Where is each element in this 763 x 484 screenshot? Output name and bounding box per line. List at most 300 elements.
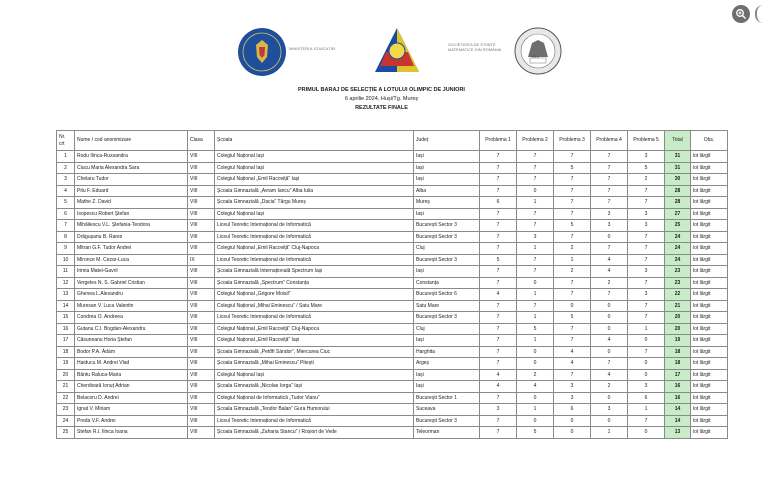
cell-county: Alba bbox=[414, 185, 480, 197]
cell-p2: 0 bbox=[517, 277, 554, 289]
cell-county: București Sector 3 bbox=[414, 220, 480, 232]
cell-p1: 4 bbox=[480, 289, 517, 301]
cell-name: Ghenea L.Alexandru bbox=[75, 289, 188, 301]
cell-class: VIII bbox=[188, 323, 215, 335]
cell-p5: 3 bbox=[628, 220, 665, 232]
table-row bbox=[57, 243, 728, 255]
cell-name: Mihăilescu V.L. Ștefania-Teodora bbox=[75, 220, 188, 232]
cell-p5: 3 bbox=[628, 208, 665, 220]
cell-county: București Sector 6 bbox=[414, 289, 480, 301]
cell-p2: 1 bbox=[517, 243, 554, 255]
document-title bbox=[0, 86, 763, 113]
cell-nr: 22 bbox=[57, 392, 75, 404]
cell-p4: 3 bbox=[591, 220, 628, 232]
cell-nr: 10 bbox=[57, 254, 75, 266]
cell-p4: 0 bbox=[591, 231, 628, 243]
cell-school: Școala Gimnazială „Dacia” Târgu Mureș bbox=[215, 197, 414, 209]
cell-name: Isopescu Robert Ștefan bbox=[75, 208, 188, 220]
cell-total: 22 bbox=[665, 289, 691, 301]
table-row bbox=[57, 415, 728, 427]
cell-school: Colegiul Național de Informatică „Tudor Vianu” bbox=[215, 392, 414, 404]
table-row bbox=[57, 335, 728, 347]
results-table bbox=[56, 130, 728, 439]
cell-school: Colegiul Național „Emil Racoviță” Cluj-Napoca bbox=[215, 243, 414, 255]
cell-county: Cluj bbox=[414, 243, 480, 255]
cell-school: Colegiul Național „Emil Racoviță” Iași bbox=[215, 335, 414, 347]
cell-p1: 7 bbox=[480, 323, 517, 335]
header-logos bbox=[0, 24, 763, 79]
cell-class: VIII bbox=[188, 415, 215, 427]
cell-county: Cluj bbox=[414, 323, 480, 335]
cell-p4: 1 bbox=[591, 427, 628, 439]
cell-p2: 1 bbox=[517, 289, 554, 301]
cell-p4: 0 bbox=[591, 415, 628, 427]
cell-name: Bântu Raluca-Maria bbox=[75, 369, 188, 381]
cell-name: Căsuneanu Horia Ștefan bbox=[75, 335, 188, 347]
zoom-in-icon bbox=[735, 8, 747, 20]
title-date-place: 6 aprilie 2024, Huși/Tg. Mureș bbox=[344, 96, 419, 102]
cell-p5: 2 bbox=[628, 174, 665, 186]
col-header-total: Total bbox=[665, 131, 691, 151]
cell-total: 27 bbox=[665, 208, 691, 220]
cell-school: Școala Gimnazială „Zaharia Stancu” / Roșiori de Vede bbox=[215, 427, 414, 439]
cell-p2: 1 bbox=[517, 404, 554, 416]
cell-p5: 7 bbox=[628, 346, 665, 358]
cell-class: VIII bbox=[188, 208, 215, 220]
cell-obs: lot lărgit bbox=[691, 220, 728, 232]
cell-p3: 5 bbox=[554, 312, 591, 324]
cell-p5: 3 bbox=[628, 289, 665, 301]
cell-nr: 20 bbox=[57, 369, 75, 381]
cell-p1: 7 bbox=[480, 220, 517, 232]
cell-p1: 6 bbox=[480, 197, 517, 209]
cell-total: 14 bbox=[665, 415, 691, 427]
cell-p4: 0 bbox=[591, 300, 628, 312]
cell-name: Ignat V. Miriam bbox=[75, 404, 188, 416]
cell-p4: 4 bbox=[591, 254, 628, 266]
col-header-p1: Problema 1 bbox=[480, 131, 517, 151]
cell-obs: lot lărgit bbox=[691, 208, 728, 220]
cell-p5: 1 bbox=[628, 323, 665, 335]
cell-p1: 7 bbox=[480, 208, 517, 220]
cell-p2: 1 bbox=[517, 197, 554, 209]
cell-p3: 7 bbox=[554, 231, 591, 243]
cell-class: VIII bbox=[188, 185, 215, 197]
cell-class: IX bbox=[188, 254, 215, 266]
cell-class: VIII bbox=[188, 197, 215, 209]
table-row bbox=[57, 254, 728, 266]
cell-school: Liceul Teoretic Internațional de Informatică bbox=[215, 220, 414, 232]
cell-name: Mitran G.F. Tudor Andrei bbox=[75, 243, 188, 255]
cell-p5: 7 bbox=[628, 197, 665, 209]
cell-name: Mathe Z. David bbox=[75, 197, 188, 209]
cell-p2: 4 bbox=[517, 381, 554, 393]
cell-obs: lot lărgit bbox=[691, 300, 728, 312]
cell-p3: 7 bbox=[554, 174, 591, 186]
next-control-edge[interactable] bbox=[755, 5, 763, 23]
cell-p1: 7 bbox=[480, 346, 517, 358]
cell-name: Condrea O. Andreea bbox=[75, 312, 188, 324]
cell-p2: 2 bbox=[517, 369, 554, 381]
col-header-p2: Problema 2 bbox=[517, 131, 554, 151]
cell-county: Iași bbox=[414, 151, 480, 163]
table-row bbox=[57, 185, 728, 197]
cell-p3: 0 bbox=[554, 415, 591, 427]
cell-obs: lot lărgit bbox=[691, 404, 728, 416]
cell-p3: 5 bbox=[554, 162, 591, 174]
table-row bbox=[57, 174, 728, 186]
cell-total: 16 bbox=[665, 381, 691, 393]
cell-p4: 7 bbox=[591, 162, 628, 174]
cell-county: Iași bbox=[414, 335, 480, 347]
cell-p4: 7 bbox=[591, 289, 628, 301]
cell-p1: 7 bbox=[480, 277, 517, 289]
cell-obs: lot lărgit bbox=[691, 289, 728, 301]
cell-p4: 7 bbox=[591, 185, 628, 197]
cell-p1: 7 bbox=[480, 300, 517, 312]
cell-obs: lot lărgit bbox=[691, 197, 728, 209]
cell-school: Colegiul Național Iași bbox=[215, 162, 414, 174]
cell-school: Liceul Teoretic Internațional de Informatică bbox=[215, 415, 414, 427]
cell-obs: lot lărgit bbox=[691, 151, 728, 163]
cell-p3: 2 bbox=[554, 266, 591, 278]
cell-total: 14 bbox=[665, 404, 691, 416]
table-row bbox=[57, 162, 728, 174]
cell-p2: 0 bbox=[517, 415, 554, 427]
cell-p3: 7 bbox=[554, 185, 591, 197]
cell-total: 17 bbox=[665, 369, 691, 381]
cell-p2: 0 bbox=[517, 392, 554, 404]
col-header-p3: Problema 3 bbox=[554, 131, 591, 151]
cell-p3: 7 bbox=[554, 197, 591, 209]
cell-obs: lot lărgit bbox=[691, 254, 728, 266]
cell-p5: 7 bbox=[628, 231, 665, 243]
title-competition: PRIMUL BARAJ DE SELECȚIE A LOTULUI OLIMPIC DE JUNIORI bbox=[298, 87, 465, 93]
cell-p2: 1 bbox=[517, 335, 554, 347]
cell-school: Liceul Teoretic Internațional de Informatică bbox=[215, 254, 414, 266]
cell-county: București Sector 3 bbox=[414, 415, 480, 427]
cell-p5: 0 bbox=[628, 369, 665, 381]
cell-nr: 9 bbox=[57, 243, 75, 255]
cell-school: Colegiul Național Iași bbox=[215, 208, 414, 220]
col-header-school: Școala bbox=[215, 131, 414, 151]
cell-p4: 0 bbox=[591, 323, 628, 335]
cell-p1: 7 bbox=[480, 151, 517, 163]
cell-p3: 7 bbox=[554, 289, 591, 301]
cell-p1: 7 bbox=[480, 174, 517, 186]
cell-obs: lot lărgit bbox=[691, 174, 728, 186]
cell-name: Ciucu Maria Alexandra Sara bbox=[75, 162, 188, 174]
cell-p1: 7 bbox=[480, 427, 517, 439]
cell-school: Colegiul Național Iași bbox=[215, 369, 414, 381]
col-header-obs: Obs. bbox=[691, 131, 728, 151]
cell-p5: 7 bbox=[628, 277, 665, 289]
cell-p4: 3 bbox=[591, 208, 628, 220]
col-header-p5: Problema 5 bbox=[628, 131, 665, 151]
cell-county: Teleorman bbox=[414, 427, 480, 439]
cell-obs: lot lărgit bbox=[691, 323, 728, 335]
table-header-row bbox=[57, 131, 728, 151]
cell-p4: 7 bbox=[591, 243, 628, 255]
cell-p3: 7 bbox=[554, 151, 591, 163]
cell-p5: 7 bbox=[628, 254, 665, 266]
cell-county: Iași bbox=[414, 266, 480, 278]
cell-name: Irimia Matei-Gavril bbox=[75, 266, 188, 278]
cell-class: VIII bbox=[188, 346, 215, 358]
cell-school: Colegiul Național „Emil Racoviță” Cluj-Napoca bbox=[215, 323, 414, 335]
cell-name: Belacoru D. Andrei bbox=[75, 392, 188, 404]
table-row bbox=[57, 220, 728, 232]
cell-p5: 5 bbox=[628, 162, 665, 174]
cell-class: VIII bbox=[188, 151, 215, 163]
cell-p1: 3 bbox=[480, 404, 517, 416]
cell-nr: 15 bbox=[57, 312, 75, 324]
government-seal-logo bbox=[237, 27, 287, 77]
society-year: 1910 bbox=[531, 55, 539, 59]
cell-nr: 1 bbox=[57, 151, 75, 163]
cell-p4: 7 bbox=[591, 151, 628, 163]
olympiad-logo bbox=[373, 26, 421, 76]
cell-name: Preda V.F. Andrei bbox=[75, 415, 188, 427]
cell-p3: 7 bbox=[554, 335, 591, 347]
cell-p5: 1 bbox=[628, 404, 665, 416]
cell-nr: 18 bbox=[57, 346, 75, 358]
cell-nr: 6 bbox=[57, 208, 75, 220]
cell-total: 18 bbox=[665, 346, 691, 358]
cell-nr: 2 bbox=[57, 162, 75, 174]
table-row bbox=[57, 289, 728, 301]
cell-total: 25 bbox=[665, 220, 691, 232]
cell-p2: 7 bbox=[517, 208, 554, 220]
cell-total: 30 bbox=[665, 174, 691, 186]
cell-nr: 5 bbox=[57, 197, 75, 209]
cell-p5: 3 bbox=[628, 381, 665, 393]
cell-school: Școala Gimnazială „Spectrum” Constanța bbox=[215, 277, 414, 289]
cell-name: Pitu F. Eduard bbox=[75, 185, 188, 197]
cell-p1: 7 bbox=[480, 243, 517, 255]
col-header-county: Județ bbox=[414, 131, 480, 151]
cell-p3: 7 bbox=[554, 323, 591, 335]
cell-p3: 2 bbox=[554, 243, 591, 255]
cell-school: Școala Gimnazială „Nicolae Iorga” Iași bbox=[215, 381, 414, 393]
cell-total: 23 bbox=[665, 277, 691, 289]
cell-nr: 25 bbox=[57, 427, 75, 439]
cell-p3: 7 bbox=[554, 369, 591, 381]
cell-county: Argeș bbox=[414, 358, 480, 370]
cell-obs: lot lărgit bbox=[691, 185, 728, 197]
cell-class: VIII bbox=[188, 243, 215, 255]
cell-obs: lot lărgit bbox=[691, 346, 728, 358]
table-row bbox=[57, 381, 728, 393]
cell-p2: 7 bbox=[517, 174, 554, 186]
cell-obs: lot lărgit bbox=[691, 392, 728, 404]
cell-class: VIII bbox=[188, 174, 215, 186]
cell-class: VIII bbox=[188, 266, 215, 278]
cell-p1: 7 bbox=[480, 266, 517, 278]
cell-total: 20 bbox=[665, 312, 691, 324]
cell-p3: 6 bbox=[554, 404, 591, 416]
cell-nr: 3 bbox=[57, 174, 75, 186]
zoom-in-button[interactable] bbox=[732, 5, 750, 23]
cell-p2: 0 bbox=[517, 346, 554, 358]
cell-p1: 7 bbox=[480, 335, 517, 347]
col-header-name: Nume / cod anonimizare bbox=[75, 131, 188, 151]
cell-county: Iași bbox=[414, 208, 480, 220]
cell-nr: 21 bbox=[57, 381, 75, 393]
table-row bbox=[57, 231, 728, 243]
cell-obs: lot lărgit bbox=[691, 335, 728, 347]
cell-total: 28 bbox=[665, 197, 691, 209]
cell-p2: 0 bbox=[517, 185, 554, 197]
cell-obs: lot lărgit bbox=[691, 358, 728, 370]
cell-p4: 0 bbox=[591, 312, 628, 324]
cell-obs: lot lărgit bbox=[691, 415, 728, 427]
cell-p2: 0 bbox=[517, 358, 554, 370]
cell-p5: 7 bbox=[628, 312, 665, 324]
cell-p3: 7 bbox=[554, 277, 591, 289]
cell-county: Iași bbox=[414, 162, 480, 174]
cell-total: 28 bbox=[665, 185, 691, 197]
cell-class: VIII bbox=[188, 392, 215, 404]
cell-total: 16 bbox=[665, 392, 691, 404]
cell-p1: 7 bbox=[480, 185, 517, 197]
col-header-p4: Problema 4 bbox=[591, 131, 628, 151]
cell-nr: 13 bbox=[57, 289, 75, 301]
cell-obs: lot lărgit bbox=[691, 277, 728, 289]
table-row bbox=[57, 358, 728, 370]
cell-class: VIII bbox=[188, 300, 215, 312]
cell-p1: 7 bbox=[480, 312, 517, 324]
cell-p2: 7 bbox=[517, 151, 554, 163]
cell-p2: 3 bbox=[517, 231, 554, 243]
cell-county: București Sector 3 bbox=[414, 231, 480, 243]
cell-class: VIII bbox=[188, 335, 215, 347]
cell-p5: 0 bbox=[628, 335, 665, 347]
cell-class: VIII bbox=[188, 404, 215, 416]
cell-p5: 3 bbox=[628, 266, 665, 278]
cell-school: Colegiul Național Iași bbox=[215, 151, 414, 163]
col-header-nr: Nr. crt bbox=[57, 131, 75, 151]
cell-name: Cherdivară Ionuț Adrian bbox=[75, 381, 188, 393]
cell-county: Iași bbox=[414, 381, 480, 393]
cell-p1: 7 bbox=[480, 415, 517, 427]
cell-p3: 1 bbox=[554, 254, 591, 266]
cell-p1: 7 bbox=[480, 358, 517, 370]
cell-p5: 7 bbox=[628, 243, 665, 255]
cell-nr: 17 bbox=[57, 335, 75, 347]
col-header-class: Clasa bbox=[188, 131, 215, 151]
table-row bbox=[57, 266, 728, 278]
cell-p4: 4 bbox=[591, 369, 628, 381]
cell-p5: 0 bbox=[628, 358, 665, 370]
cell-p1: 5 bbox=[480, 254, 517, 266]
cell-class: VIII bbox=[188, 381, 215, 393]
cell-name: Vergeles N. S. Gabriel Cristian bbox=[75, 277, 188, 289]
cell-p1: 4 bbox=[480, 381, 517, 393]
cell-total: 24 bbox=[665, 243, 691, 255]
cell-school: Școala Gimnazială „Teodor Balan” Gura Humorului bbox=[215, 404, 414, 416]
cell-total: 31 bbox=[665, 162, 691, 174]
cell-p4: 7 bbox=[591, 358, 628, 370]
cell-class: VIII bbox=[188, 162, 215, 174]
cell-name: Chelaru Tudor bbox=[75, 174, 188, 186]
cell-class: VIII bbox=[188, 220, 215, 232]
cell-school: Colegiul Național „Emil Racoviță” Iași bbox=[215, 174, 414, 186]
table-row bbox=[57, 208, 728, 220]
cell-class: VIII bbox=[188, 277, 215, 289]
cell-p3: 4 bbox=[554, 358, 591, 370]
cell-school: Școala Gimnazială Internațională Spectrum Iași bbox=[215, 266, 414, 278]
cell-p1: 7 bbox=[480, 162, 517, 174]
cell-p2: 7 bbox=[517, 266, 554, 278]
cell-p5: 3 bbox=[628, 151, 665, 163]
cell-p2: 1 bbox=[517, 312, 554, 324]
cell-name: Bodor P.A. Ádám bbox=[75, 346, 188, 358]
cell-school: Liceul Teoretic Internațional de Informatică bbox=[215, 231, 414, 243]
cell-p3: 0 bbox=[554, 427, 591, 439]
cell-total: 21 bbox=[665, 300, 691, 312]
cell-p2: 5 bbox=[517, 323, 554, 335]
cell-class: VIII bbox=[188, 369, 215, 381]
cell-school: Școala Gimnazială „Petőfi Sándor”, Miercurea Ciuc bbox=[215, 346, 414, 358]
cell-p4: 2 bbox=[591, 381, 628, 393]
cell-p2: 7 bbox=[517, 220, 554, 232]
cell-p2: 5 bbox=[517, 427, 554, 439]
cell-nr: 16 bbox=[57, 323, 75, 335]
cell-nr: 8 bbox=[57, 231, 75, 243]
cell-obs: lot lărgit bbox=[691, 427, 728, 439]
cell-nr: 14 bbox=[57, 300, 75, 312]
cell-nr: 11 bbox=[57, 266, 75, 278]
cell-p1: 7 bbox=[480, 392, 517, 404]
cell-class: VIII bbox=[188, 289, 215, 301]
cell-obs: lot lărgit bbox=[691, 162, 728, 174]
cell-school: Colegiul Național „Mihai Eminescu” / Satu Mare bbox=[215, 300, 414, 312]
cell-p4: 0 bbox=[591, 346, 628, 358]
cell-class: VIII bbox=[188, 358, 215, 370]
cell-p3: 5 bbox=[554, 220, 591, 232]
ministry-label: MINISTERUL EDUCAȚIEI bbox=[289, 46, 336, 51]
cell-nr: 4 bbox=[57, 185, 75, 197]
table-row bbox=[57, 151, 728, 163]
cell-p4: 7 bbox=[591, 197, 628, 209]
table-row bbox=[57, 323, 728, 335]
cell-county: București Sector 3 bbox=[414, 312, 480, 324]
cell-obs: lot lărgit bbox=[691, 266, 728, 278]
cell-county: Suceava bbox=[414, 404, 480, 416]
cell-obs: lot lărgit bbox=[691, 243, 728, 255]
table-row bbox=[57, 392, 728, 404]
cell-p4: 2 bbox=[591, 277, 628, 289]
cell-school: Liceul Teoretic Internațional de Informatică bbox=[215, 312, 414, 324]
cell-name: Haiducu M. Andrei Vlad bbox=[75, 358, 188, 370]
cell-p5: 7 bbox=[628, 300, 665, 312]
cell-p2: 7 bbox=[517, 162, 554, 174]
cell-total: 24 bbox=[665, 254, 691, 266]
cell-p4: 4 bbox=[591, 266, 628, 278]
cell-county: București Sector 1 bbox=[414, 392, 480, 404]
cell-obs: lot lărgit bbox=[691, 312, 728, 324]
table-row bbox=[57, 404, 728, 416]
cell-p2: 7 bbox=[517, 254, 554, 266]
cell-p1: 7 bbox=[480, 231, 517, 243]
cell-total: 31 bbox=[665, 151, 691, 163]
cell-county: București Sector 3 bbox=[414, 254, 480, 266]
cell-school: Colegiul Național „Grigore Moisil” bbox=[215, 289, 414, 301]
cell-p3: 4 bbox=[554, 346, 591, 358]
cell-p5: 7 bbox=[628, 415, 665, 427]
cell-p4: 4 bbox=[591, 335, 628, 347]
